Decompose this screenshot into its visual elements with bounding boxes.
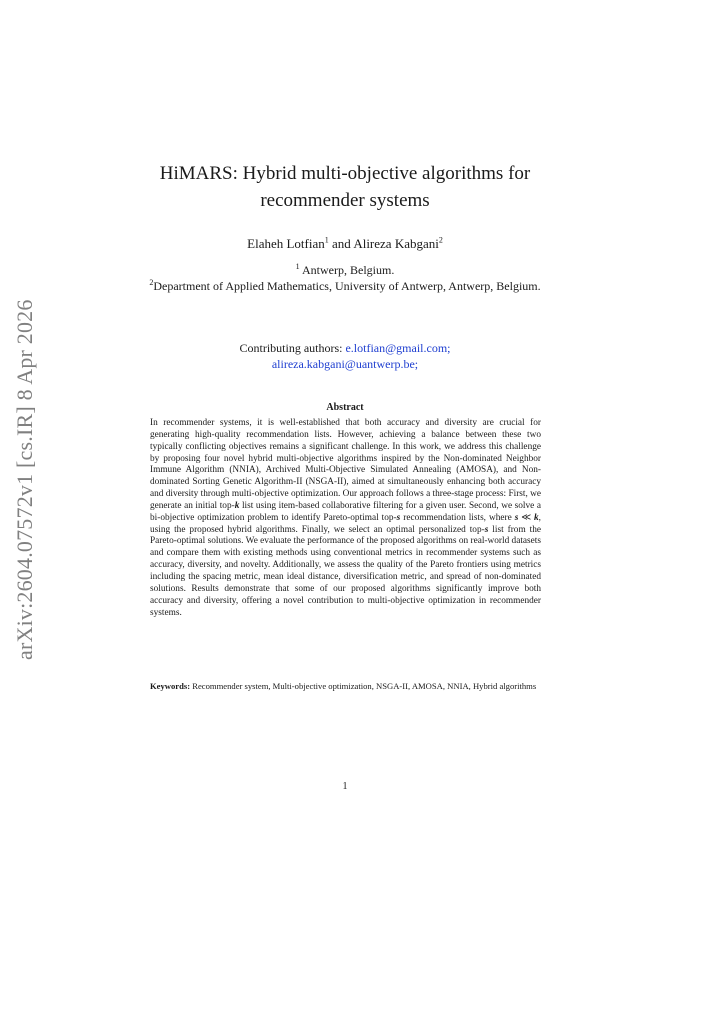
abstract-text-part-1: In recommender systems, it is well-established that both accuracy and diversity are crucial for generating high-quality recommendation lists. However, achieving a balance between these two typically conflicting objectives remains a significant challenge. In this work, we address this challenge by proposing four novel hybrid multi-objective algorithms inspired by the Non-dominated Neighbor Immune Algorithm (NNIA), Archived Multi-Objective Simulated Annealing (AMOSA), and Non-dominated Sorting Genetic Algorithm-II (NSGA-II), aimed at simultaneously enhancing both accuracy and diversity through multi-objective optimization. Our approach follows a three-stage process: First, we generate an initial top- (150, 418, 541, 511)
math-k: k (534, 512, 539, 523)
abstract-text-part-3: recommendation lists, where (400, 512, 515, 523)
abstract-text-part-2: list using item-based collaborative filtering for a given user. Second, we solve a bi-objective optimization problem to identify Pareto-optimal top- (150, 500, 541, 523)
abstract-heading: Abstract (326, 402, 364, 413)
paper-title (130, 160, 560, 214)
title-line-2: recommender systems (260, 190, 430, 211)
keywords (150, 681, 541, 692)
math-s: s (484, 524, 489, 535)
title-line-1: HiMARS: Hybrid multi-objective algorithms for (159, 163, 531, 184)
math-much-less-than: ≪ (518, 512, 535, 523)
affiliation-2 (125, 278, 565, 294)
affiliation-2-mark: 2 (149, 278, 154, 287)
affiliation-1 (130, 262, 560, 278)
author-1-affiliation-mark: 1 (324, 235, 329, 245)
abstract-text-part-5: list from the Pareto-optimal solutions. We evaluate the performance of the proposed algorithms on real-world datasets and compare them with existing methods using conventional metrics in recommender systems such as accuracy, diversity, and novelty. Additionally, we assess the quality of the Pareto frontiers using metrics including the spacing metric, mean ideal distance, diversification metric, and spread of non-dominated solutions. Results demonstrate that some of our proposed algorithms significantly improve both accuracy and diversity, offering a novel contribution to multi-objective optimization in recommender systems. (150, 524, 541, 618)
author-2-affiliation-mark: 2 (438, 235, 443, 245)
keywords-label: Keywords: (150, 681, 191, 691)
math-k: k (234, 500, 240, 511)
email-link-1[interactable]: e.lotfian@gmail.com; (345, 341, 451, 355)
arxiv-identifier-stamp[interactable]: arXiv:2604.07572v1 [cs.IR] 8 Apr 2026 (12, 299, 37, 660)
abstract-body (150, 418, 541, 619)
keywords-list: Recommender system, Multi-objective optimization, NSGA-II, AMOSA, NNIA, Hybrid algorithms (190, 681, 537, 691)
email-link-2[interactable]: alireza.kabgani@uantwerp.be; (271, 357, 419, 371)
abstract-text-part-4: , using the proposed hybrid algorithms. Finally, we select an optimal personalized top- (150, 512, 541, 535)
math-s: s (396, 512, 401, 523)
affiliation-1-text: Antwerp, Belgium. (299, 263, 395, 277)
contributing-authors (130, 340, 560, 372)
affiliation-1-mark: 1 (295, 262, 300, 271)
contributing-authors-label: Contributing authors: (239, 341, 346, 355)
math-s: s (514, 512, 519, 523)
author-name-2: Alireza Kabgani (353, 236, 439, 251)
affiliation-2-text: Department of Applied Mathematics, University of Antwerp, Antwerp, Belgium. (153, 279, 541, 293)
author-conjunction: and (328, 236, 354, 251)
author-name-1: Elaheh Lotfian (247, 236, 325, 251)
page-number: 1 (342, 781, 348, 792)
author-list (130, 236, 560, 252)
